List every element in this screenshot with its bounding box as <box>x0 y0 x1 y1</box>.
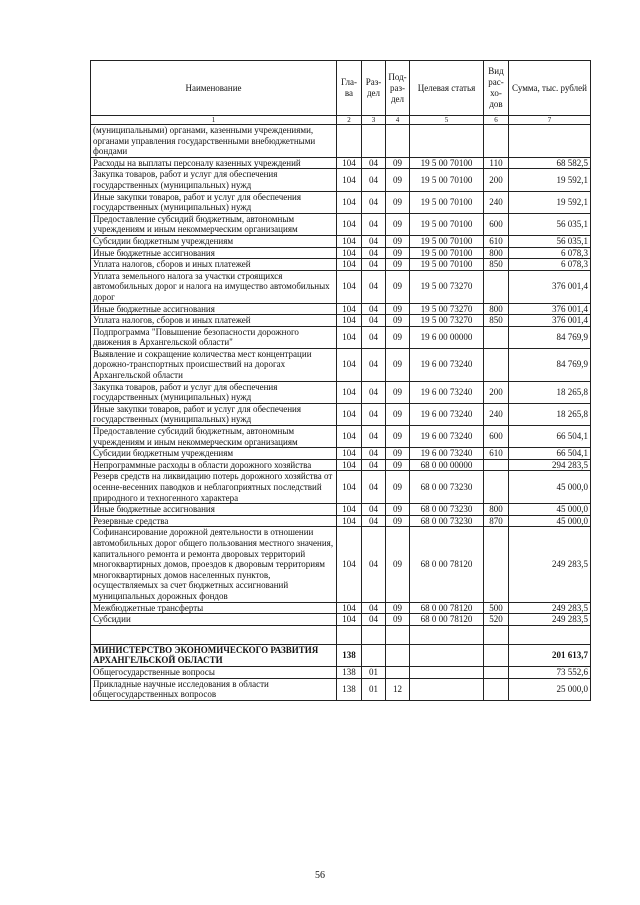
row-sum: 19 592,1 <box>509 191 591 213</box>
row-name: Закупка товаров, работ и услуг для обеспечения государственных (муниципальных) нужд <box>91 381 337 403</box>
row-section: 04 <box>362 471 386 504</box>
row-subsection: 09 <box>386 448 410 460</box>
row-sum: 68 582,5 <box>509 157 591 169</box>
row-name: Субсидии <box>91 614 337 626</box>
table-row <box>91 678 591 700</box>
row-sum: 6 078,3 <box>509 247 591 259</box>
row-section: 04 <box>362 247 386 259</box>
row-expense-type <box>484 125 509 158</box>
row-section: 04 <box>362 426 386 448</box>
row-target-article: 19 5 00 70100 <box>410 259 484 271</box>
table-row <box>91 666 591 678</box>
table-row <box>91 614 591 626</box>
empty-cell <box>362 625 386 644</box>
row-chapter: 138 <box>337 644 362 666</box>
row-sum: 56 035,1 <box>509 213 591 235</box>
table-row <box>91 213 591 235</box>
row-sum: 25 000,0 <box>509 678 591 700</box>
table-row <box>91 644 591 666</box>
row-name: (муниципальными) органами, казенными учреждениями, органами управления государственными внебюджетными фондами <box>91 125 337 158</box>
row-sum: 201 613,7 <box>509 644 591 666</box>
row-name: Межбюджетные трансферты <box>91 602 337 614</box>
row-subsection: 09 <box>386 259 410 271</box>
row-name: Уплата земельного налога за участки строящихся автомобильных дорог и налога на имущество автомобильных дорог <box>91 270 337 303</box>
table-row <box>91 259 591 271</box>
row-section: 04 <box>362 191 386 213</box>
row-name: Иные закупки товаров, работ и услуг для обеспечения государственных (муниципальных) нужд <box>91 191 337 213</box>
table-row <box>91 315 591 327</box>
row-chapter: 104 <box>337 235 362 247</box>
row-chapter: 104 <box>337 157 362 169</box>
row-target-article: 19 6 00 73240 <box>410 448 484 460</box>
col-number: 1 <box>91 116 337 125</box>
row-target-article: 19 5 00 73270 <box>410 303 484 315</box>
header-target: Целевая статья <box>410 61 484 116</box>
row-chapter: 104 <box>337 448 362 460</box>
table-header-row <box>91 61 591 116</box>
row-subsection: 09 <box>386 614 410 626</box>
empty-cell <box>509 625 591 644</box>
table-row <box>91 125 591 158</box>
row-section: 01 <box>362 678 386 700</box>
row-section: 04 <box>362 303 386 315</box>
row-section: 04 <box>362 348 386 381</box>
table-row <box>91 527 591 602</box>
row-target-article: 19 6 00 73240 <box>410 403 484 425</box>
table-row <box>91 381 591 403</box>
col-number: 2 <box>337 116 362 125</box>
row-chapter: 104 <box>337 527 362 602</box>
row-chapter: 104 <box>337 169 362 191</box>
row-chapter: 104 <box>337 270 362 303</box>
row-expense-type: 110 <box>484 157 509 169</box>
budget-table <box>90 60 591 701</box>
row-target-article: 68 0 00 00000 <box>410 459 484 471</box>
row-target-article: 19 5 00 73270 <box>410 270 484 303</box>
row-name: Иные закупки товаров, работ и услуг для обеспечения государственных (муниципальных) нужд <box>91 403 337 425</box>
row-subsection: 09 <box>386 247 410 259</box>
row-sum: 45 000,0 <box>509 471 591 504</box>
row-target-article: 19 6 00 73240 <box>410 381 484 403</box>
row-sum: 376 001,4 <box>509 315 591 327</box>
row-name: Субсидии бюджетным учреждениям <box>91 235 337 247</box>
row-expense-type: 520 <box>484 614 509 626</box>
row-target-article: 19 6 00 00000 <box>410 326 484 348</box>
row-subsection: 09 <box>386 403 410 425</box>
header-sum: Сумма, тыс. рублей <box>509 61 591 116</box>
row-expense-type: 240 <box>484 403 509 425</box>
row-section: 04 <box>362 157 386 169</box>
row-chapter: 104 <box>337 602 362 614</box>
row-section: 04 <box>362 515 386 527</box>
row-subsection: 09 <box>386 381 410 403</box>
header-vid: Вид рас-хо-дов <box>484 61 509 116</box>
row-target-article: 19 6 00 73240 <box>410 426 484 448</box>
row-expense-type <box>484 326 509 348</box>
row-sum: 45 000,0 <box>509 504 591 516</box>
table-row <box>91 270 591 303</box>
table-row <box>91 191 591 213</box>
row-subsection: 09 <box>386 471 410 504</box>
row-name: Софинансирование дорожной деятельности в отношении автомобильных дорог общего пользования местного значения, капитального ремонта и ремонта дворовых территорий многоквартирных домов, проездов к дворовым территориям многоквартирных домов населенных пунктов, осуществляемых за счет бюджетных ассигнований муниципальных дорожных фондов <box>91 527 337 602</box>
empty-cell <box>91 625 337 644</box>
row-section: 04 <box>362 602 386 614</box>
row-expense-type: 600 <box>484 213 509 235</box>
row-expense-type <box>484 348 509 381</box>
row-chapter: 104 <box>337 403 362 425</box>
row-section: 04 <box>362 235 386 247</box>
empty-cell <box>337 625 362 644</box>
table-row <box>91 157 591 169</box>
row-expense-type <box>484 270 509 303</box>
row-sum: 249 283,5 <box>509 527 591 602</box>
row-chapter: 138 <box>337 678 362 700</box>
row-section: 04 <box>362 527 386 602</box>
row-subsection: 09 <box>386 459 410 471</box>
row-subsection: 09 <box>386 515 410 527</box>
page-number: 56 <box>315 870 325 881</box>
row-sum: 249 283,5 <box>509 602 591 614</box>
row-target-article: 19 6 00 73240 <box>410 348 484 381</box>
row-name: Закупка товаров, работ и услуг для обеспечения государственных (муниципальных) нужд <box>91 169 337 191</box>
table-row <box>91 515 591 527</box>
table-body <box>91 125 591 701</box>
table-row <box>91 625 591 644</box>
row-name: Уплата налогов, сборов и иных платежей <box>91 259 337 271</box>
row-subsection: 09 <box>386 504 410 516</box>
row-subsection: 09 <box>386 426 410 448</box>
row-sum <box>509 125 591 158</box>
row-section: 04 <box>362 315 386 327</box>
row-subsection: 09 <box>386 169 410 191</box>
row-expense-type <box>484 471 509 504</box>
row-name: Иные бюджетные ассигнования <box>91 504 337 516</box>
row-subsection: 09 <box>386 270 410 303</box>
row-chapter: 104 <box>337 315 362 327</box>
row-chapter: 104 <box>337 471 362 504</box>
row-target-article: 68 0 00 73230 <box>410 471 484 504</box>
row-section: 04 <box>362 504 386 516</box>
row-subsection: 09 <box>386 303 410 315</box>
row-subsection: 12 <box>386 678 410 700</box>
row-chapter: 138 <box>337 666 362 678</box>
row-target-article: 68 0 00 78120 <box>410 527 484 602</box>
table-row <box>91 448 591 460</box>
col-number: 5 <box>410 116 484 125</box>
row-chapter: 104 <box>337 326 362 348</box>
row-expense-type: 610 <box>484 448 509 460</box>
row-expense-type: 870 <box>484 515 509 527</box>
row-section: 04 <box>362 326 386 348</box>
row-expense-type <box>484 459 509 471</box>
table-row <box>91 602 591 614</box>
row-target-article <box>410 678 484 700</box>
row-chapter: 104 <box>337 614 362 626</box>
row-name: Выявление и сокращение количества мест концентрации дорожно-транспортных происшествий на дорогах Архангельской области <box>91 348 337 381</box>
row-chapter: 104 <box>337 459 362 471</box>
row-chapter: 104 <box>337 213 362 235</box>
table-row <box>91 471 591 504</box>
col-number: 6 <box>484 116 509 125</box>
row-chapter: 104 <box>337 191 362 213</box>
row-name: Иные бюджетные ассигнования <box>91 303 337 315</box>
table-row <box>91 169 591 191</box>
row-name: Субсидии бюджетным учреждениям <box>91 448 337 460</box>
row-target-article: 19 5 00 70100 <box>410 169 484 191</box>
row-chapter: 104 <box>337 515 362 527</box>
row-target-article: 19 5 00 70100 <box>410 213 484 235</box>
row-target-article: 68 0 00 78120 <box>410 614 484 626</box>
row-section: 04 <box>362 169 386 191</box>
row-subsection: 09 <box>386 213 410 235</box>
row-name: Иные бюджетные ассигнования <box>91 247 337 259</box>
row-chapter <box>337 125 362 158</box>
table-row <box>91 348 591 381</box>
empty-cell <box>410 625 484 644</box>
row-subsection: 09 <box>386 527 410 602</box>
row-section: 04 <box>362 259 386 271</box>
row-chapter: 104 <box>337 348 362 381</box>
row-target-article <box>410 666 484 678</box>
row-chapter: 104 <box>337 247 362 259</box>
row-subsection: 09 <box>386 191 410 213</box>
row-section <box>362 125 386 158</box>
row-subsection: 09 <box>386 326 410 348</box>
row-expense-type: 500 <box>484 602 509 614</box>
row-expense-type: 200 <box>484 169 509 191</box>
row-subsection: 09 <box>386 348 410 381</box>
col-number: 4 <box>386 116 410 125</box>
row-name: Подпрограмма "Повышение безопасности дорожного движения в Архангельской области" <box>91 326 337 348</box>
row-section: 04 <box>362 270 386 303</box>
row-target-article: 19 5 00 70100 <box>410 157 484 169</box>
row-target-article: 19 5 00 70100 <box>410 235 484 247</box>
row-chapter: 104 <box>337 504 362 516</box>
row-sum: 66 504,1 <box>509 426 591 448</box>
table-row <box>91 426 591 448</box>
row-chapter: 104 <box>337 303 362 315</box>
table-row <box>91 504 591 516</box>
row-target-article <box>410 644 484 666</box>
row-subsection <box>386 125 410 158</box>
row-name: Прикладные научные исследования в области общегосударственных вопросов <box>91 678 337 700</box>
row-target-article: 68 0 00 78120 <box>410 602 484 614</box>
table-row <box>91 403 591 425</box>
header-podrazdel: Под-раз-дел <box>386 61 410 116</box>
row-name: Резерв средств на ликвидацию потерь дорожного хозяйства от осенне-весенних паводков и неблагоприятных последствий природного и техногенного характера <box>91 471 337 504</box>
header-glava: Гла-ва <box>337 61 362 116</box>
row-target-article: 68 0 00 73230 <box>410 504 484 516</box>
row-name: Предоставление субсидий бюджетным, автономным учреждениям и иным некоммерческим организациям <box>91 213 337 235</box>
row-target-article: 68 0 00 73230 <box>410 515 484 527</box>
row-sum: 84 769,9 <box>509 326 591 348</box>
row-chapter: 104 <box>337 381 362 403</box>
row-subsection: 09 <box>386 235 410 247</box>
row-section: 04 <box>362 403 386 425</box>
column-number-row <box>91 116 591 125</box>
row-sum: 19 592,1 <box>509 169 591 191</box>
row-sum: 18 265,8 <box>509 403 591 425</box>
row-sum: 73 552,6 <box>509 666 591 678</box>
row-sum: 84 769,9 <box>509 348 591 381</box>
row-subsection: 09 <box>386 315 410 327</box>
row-section: 04 <box>362 614 386 626</box>
row-sum: 6 078,3 <box>509 259 591 271</box>
row-section: 04 <box>362 381 386 403</box>
row-expense-type: 240 <box>484 191 509 213</box>
col-number: 3 <box>362 116 386 125</box>
row-subsection: 09 <box>386 157 410 169</box>
row-expense-type: 850 <box>484 315 509 327</box>
empty-cell <box>386 625 410 644</box>
row-expense-type: 800 <box>484 247 509 259</box>
row-name: Общегосударственные вопросы <box>91 666 337 678</box>
header-razdel: Раз-дел <box>362 61 386 116</box>
header-name: Наименование <box>91 61 337 116</box>
row-name: Предоставление субсидий бюджетным, автономным учреждениям и иным некоммерческим организациям <box>91 426 337 448</box>
row-expense-type <box>484 678 509 700</box>
table-row <box>91 459 591 471</box>
row-expense-type: 850 <box>484 259 509 271</box>
col-number: 7 <box>509 116 591 125</box>
row-name: Резервные средства <box>91 515 337 527</box>
row-expense-type <box>484 666 509 678</box>
row-target-article: 19 5 00 73270 <box>410 315 484 327</box>
row-name: Уплата налогов, сборов и иных платежей <box>91 315 337 327</box>
row-sum: 249 283,5 <box>509 614 591 626</box>
row-sum: 56 035,1 <box>509 235 591 247</box>
row-subsection <box>386 644 410 666</box>
row-section: 04 <box>362 213 386 235</box>
row-section <box>362 644 386 666</box>
row-expense-type <box>484 644 509 666</box>
row-sum: 18 265,8 <box>509 381 591 403</box>
row-expense-type: 600 <box>484 426 509 448</box>
table-row <box>91 235 591 247</box>
row-subsection <box>386 666 410 678</box>
row-expense-type: 610 <box>484 235 509 247</box>
row-expense-type: 800 <box>484 303 509 315</box>
table-row <box>91 247 591 259</box>
row-target-article <box>410 125 484 158</box>
row-section: 04 <box>362 459 386 471</box>
table-row <box>91 326 591 348</box>
row-target-article: 19 5 00 70100 <box>410 247 484 259</box>
row-sum: 376 001,4 <box>509 303 591 315</box>
row-sum: 376 001,4 <box>509 270 591 303</box>
empty-cell <box>484 625 509 644</box>
row-sum: 294 283,5 <box>509 459 591 471</box>
row-sum: 66 504,1 <box>509 448 591 460</box>
row-name: Расходы на выплаты персоналу казенных учреждений <box>91 157 337 169</box>
row-chapter: 104 <box>337 259 362 271</box>
row-sum: 45 000,0 <box>509 515 591 527</box>
row-section: 01 <box>362 666 386 678</box>
row-chapter: 104 <box>337 426 362 448</box>
row-expense-type <box>484 527 509 602</box>
row-name: МИНИСТЕРСТВО ЭКОНОМИЧЕСКОГО РАЗВИТИЯ АРХАНГЕЛЬСКОЙ ОБЛАСТИ <box>91 644 337 666</box>
row-section: 04 <box>362 448 386 460</box>
row-subsection: 09 <box>386 602 410 614</box>
row-name: Непрограммные расходы в области дорожного хозяйства <box>91 459 337 471</box>
row-expense-type: 200 <box>484 381 509 403</box>
row-target-article: 19 5 00 70100 <box>410 191 484 213</box>
row-expense-type: 800 <box>484 504 509 516</box>
table-row <box>91 303 591 315</box>
